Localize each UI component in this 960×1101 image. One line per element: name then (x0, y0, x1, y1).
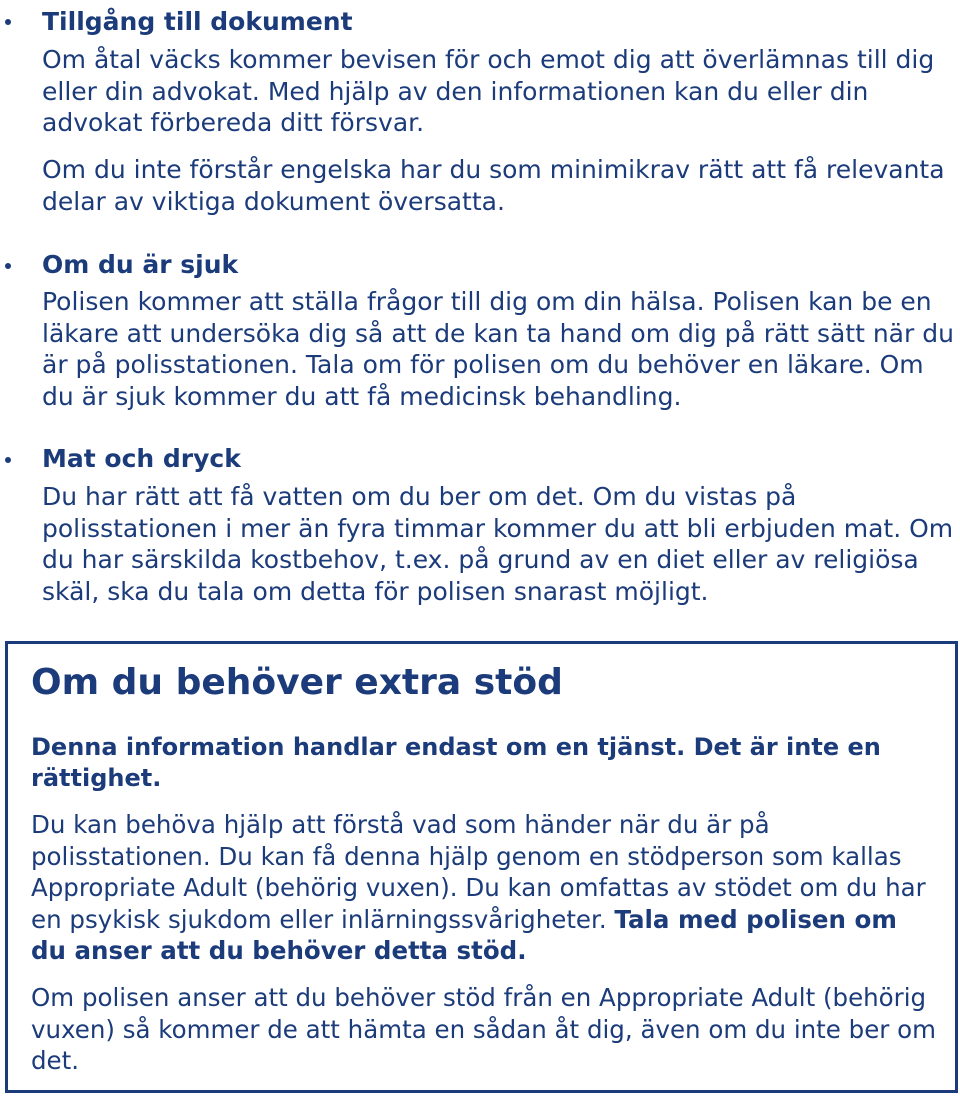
box-paragraph-text: Du kan behöva hjälp att förstå vad som händer när du är på polisstationen. Du kan få denna hjälp genom en stödperson som kallas Appropriate Adult (behörig vuxen). Du kan omfattas av stödet om du har en psykisk sjukdom eller inlärningssvårigheter. (31, 810, 926, 934)
box-paragraph: Om polisen anser att du behöver stöd från en Appropriate Adult (behörig vuxen) så kommer de att hämta en sådan åt dig, även om du inte ber om det. (31, 983, 936, 1075)
section-paragraph: Om du inte förstår engelska har du som minimikrav rätt att få relevanta delar av viktiga dokument översatta. (42, 155, 945, 216)
box-title: Om du behöver extra stöd (31, 662, 563, 703)
bullet-icon (5, 19, 11, 25)
bullet-icon (5, 263, 11, 269)
section-heading: Tillgång till dokument (42, 7, 353, 36)
section-paragraph: Om åtal väcks kommer bevisen för och emot dig att överlämnas till dig eller din advokat. Med hjälp av den informationen kan du eller din advokat förbereda ditt försvar. (42, 45, 935, 137)
section-paragraph: Polisen kommer att ställa frågor till dig om din hälsa. Polisen kan be en läkare att undersöka dig så att de kan ta hand om dig på rätt sätt när du är på polisstationen. Tala om för polisen om du behöver en läkare. Om du är sjuk kommer du att få medicinsk behandling. (42, 287, 954, 411)
section-heading: Mat och dryck (42, 444, 241, 473)
section-heading: Om du är sjuk (42, 250, 239, 279)
section-paragraph: Du har rätt att få vatten om du ber om det. Om du vistas på polisstationen i mer än fyra timmar kommer du att bli erbjuden mat. Om du har särskilda kostbehov, t.ex. på grund av en diet eller av religiösa skäl, ska du tala om detta för polisen snarast möjligt. (42, 482, 954, 606)
box-paragraph-bold: Tala med polisen om du anser att du behöver detta stöd. (31, 904, 897, 965)
extra-support-box (5, 641, 958, 1093)
box-paragraph (31, 809, 936, 967)
box-note: Denna information handlar endast om en tjänst. Det är inte en rättighet. (31, 733, 881, 792)
bullet-icon (5, 457, 11, 463)
